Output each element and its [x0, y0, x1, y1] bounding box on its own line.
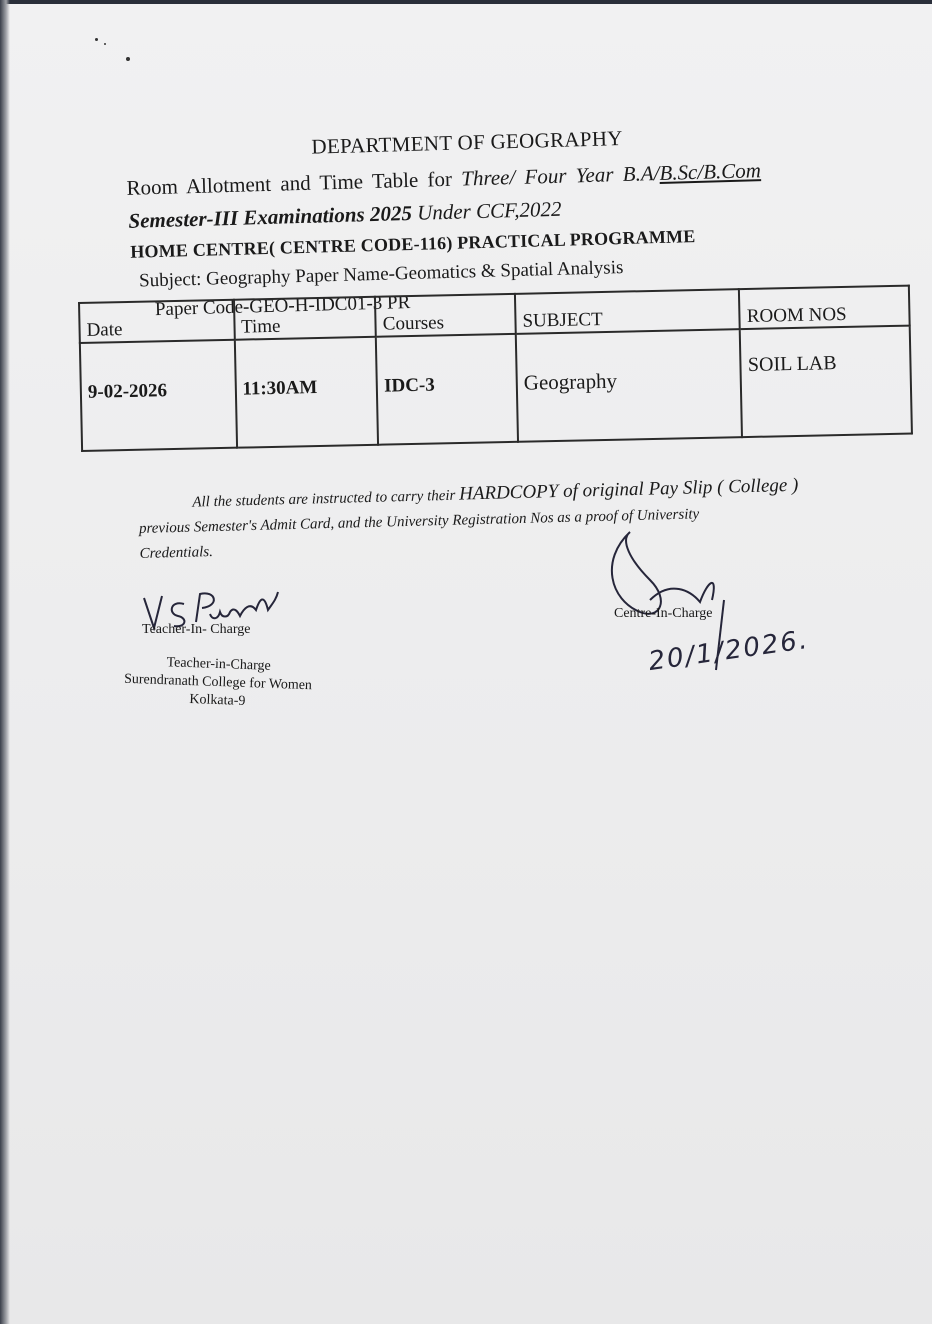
column-header-date: Date — [79, 300, 234, 343]
schedule-table-wrapper — [78, 285, 913, 452]
stamp-line-2: Surendranath College for Women — [123, 671, 313, 694]
stamp-line-3: Kolkata-9 — [189, 692, 246, 709]
room-prefix: Room Allotment and Time Table for — [126, 166, 453, 200]
notice-text-d: Credentials. — [139, 544, 214, 562]
cell-date: 9-02-2026 — [80, 340, 237, 451]
cell-course: IDC-3 — [376, 334, 518, 445]
speck — [104, 43, 106, 45]
home-centre-line: HOME CENTRE( CENTRE CODE-116) PRACTICAL PROGRAMME — [130, 226, 696, 262]
cell-time: 11:30AM — [234, 337, 378, 448]
centre-signature-date: 20/1/2026. — [646, 624, 811, 678]
table-row — [80, 326, 912, 451]
column-header-time: Time — [234, 297, 377, 340]
semester-rest: Under CCF,2022 — [416, 196, 562, 225]
speck — [126, 57, 130, 61]
room-years: Three/ Four Year B.A/ — [460, 160, 660, 191]
notice-text-a: All the students are instructed to carry their — [192, 487, 456, 511]
column-header-subject: SUBJECT — [515, 289, 740, 334]
page-edge-left — [0, 0, 10, 1324]
subject-line: Subject: Geography Paper Name-Geomatics & Spatial Analysis — [138, 257, 624, 292]
speck — [95, 38, 98, 41]
page-edge-top — [0, 0, 932, 4]
room-allotment-line — [126, 158, 761, 201]
semester-bold: Semester-III Examinations 2025 — [128, 200, 413, 233]
department-title: DEPARTMENT OF GEOGRAPHY — [311, 125, 624, 159]
cell-subject: Geography — [516, 329, 743, 442]
college-stamp — [111, 652, 325, 713]
notice-text-b: HARDCOPY of original Pay Slip ( College ) — [458, 474, 799, 505]
column-header-room: ROOM NOS — [739, 286, 909, 330]
teacher-in-charge-label: Teacher-In- Charge — [142, 622, 251, 637]
room-degrees: B.Sc/B.Com — [659, 158, 762, 185]
notice-text-c: previous Semester's Admit Card, and the University Registration Nos as a proof of University — [138, 506, 700, 537]
centre-in-charge-label: Centre-In-Charge — [614, 606, 713, 621]
paper-code: Paper Code-GEO-H-IDC01-3 PR — [154, 291, 411, 321]
cell-room: SOIL LAB — [740, 326, 912, 438]
schedule-table — [78, 285, 913, 452]
column-header-courses: Courses — [375, 294, 516, 337]
stamp-line-1: Teacher-in-Charge — [166, 655, 271, 674]
semester-line — [128, 197, 562, 234]
